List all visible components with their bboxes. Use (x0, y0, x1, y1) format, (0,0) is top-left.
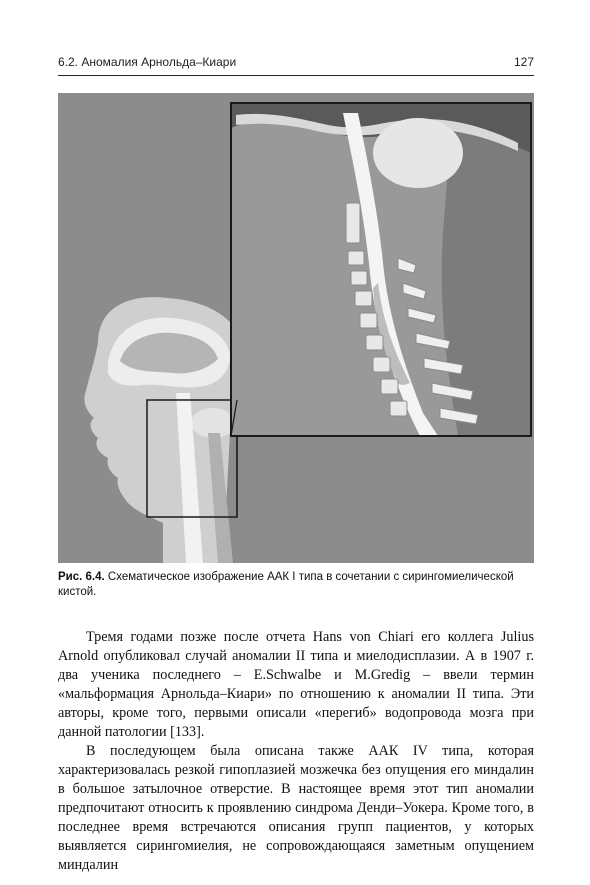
running-header (58, 51, 534, 76)
body-text (58, 628, 534, 875)
paragraph: Тремя годами позже после отчета Hans von Chiari его коллега Julius Arnold опубликовал случай аномалии II типа и миелодисплазии. А в 1907 г. два ученика последнего – E.Schwalbe и M.Gredig – ввели термин «мальформация Арнольда–Киари» по отношению к аномалии II типа. Эти авторы, кроме того, первыми описали «перегиб» водопровода мозга при данной патологии [133]. (58, 629, 534, 740)
zoom-inset-panel (231, 103, 531, 436)
figure-label: Рис. 6.4. (58, 571, 105, 583)
paragraph: В последующем была описана также ААК IV типа, которая характеризовалась резкой гипоплазией мозжечка без опущения его миндалин в большое затылочное отверстие. В настоящее время этот тип аномалии предпочитают относить к проявлению синдрома Денди–Уокера. Кроме того, в последнее время встречаются описания групп пациентов, у которых выявляется сирингомиелия, не сопровождающаяся заметным опущением миндалин (58, 743, 534, 873)
page-number: 127 (513, 55, 534, 69)
figure-caption (58, 570, 534, 600)
section-title: 6.2. Аномалия Арнольда–Киари (58, 55, 237, 69)
figure-illustration (58, 93, 534, 563)
figure-caption-text: Схематическое изображение ААК I типа в сочетании с сирингомиелической кистой. (58, 571, 514, 598)
